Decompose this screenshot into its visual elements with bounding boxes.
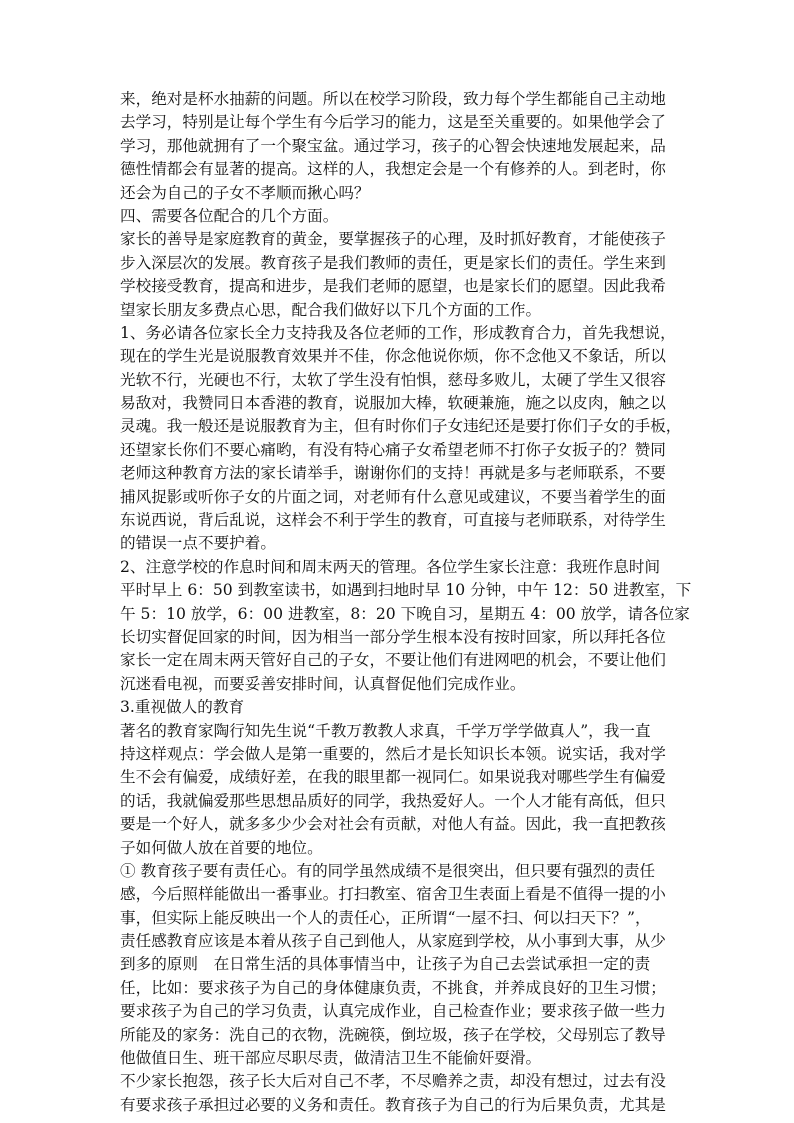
text-line: 德性情都会有显著的提高。这样的人，我想定会是一个有修养的人。到老时，你 bbox=[120, 160, 666, 179]
text-line: 要是一个好人，就多多少少会对社会有贡献，对他人有益。因此，我一直把教孩 bbox=[120, 815, 666, 834]
text-line: 不少家长抱怨，孩子长大后对自己不孝，不尽赡养之责，却没有想过，过去有没 bbox=[120, 1072, 666, 1091]
text-line: 所能及的家务：洗自己的衣物，洗碗筷，倒垃圾，孩子在学校，父母别忘了教导 bbox=[120, 1025, 666, 1044]
heading-line: 3.重视做人的教育 bbox=[120, 698, 245, 717]
heading-line: 四、需要各位配合的几个方面。 bbox=[120, 206, 339, 225]
text-line: 的话，我就偏爱那些思想品质好的同学，我热爱好人。一个人才能有高低，但只 bbox=[120, 791, 666, 810]
text-line: 还会为自己的子女不孝顺而揪心吗？ bbox=[120, 183, 370, 202]
paragraph-closing bbox=[120, 1070, 680, 1117]
text-line: 责任感教育应该是本着从孩子自己到他人，从家庭到学校，从小事到大事，从少 bbox=[120, 932, 666, 951]
text-line: 感，今后照样能做出一番事业。打扫教室、宿舍卫生表面上看是不值得一提的小 bbox=[120, 885, 666, 904]
text-line: 1、务必请各位家长全力支持我及各位老师的工作，形成教育合力，首先我想说， bbox=[120, 323, 676, 342]
text-line: 学习，那他就拥有了一个聚宝盆。通过学习，孩子的心智会快速地发展起来，品 bbox=[120, 136, 666, 155]
text-line: 易敌对，我赞同日本香港的教育，说服加大棒，软硬兼施，施之以皮肉，触之以 bbox=[120, 394, 666, 413]
text-line: 还望家长你们不要心痛哟，有没有特心痛子女希望老师不打你子女扳子的？赞同 bbox=[120, 440, 666, 459]
text-line: 他做值日生、班干部应尽职尽责，做清洁卫生不能偷奸耍滑。 bbox=[120, 1049, 542, 1068]
text-line: 家长一定在周末两天管好自己的子女，不要让他们有进网吧的机会，不要让他们 bbox=[120, 651, 666, 670]
text-line: 2、注意学校的作息时间和周末两天的管理。各位学生家长注意：我班作息时间 bbox=[120, 557, 661, 576]
paragraph-parent-guidance bbox=[120, 228, 680, 322]
paragraph-intro-continuation bbox=[120, 88, 680, 205]
text-line: 有要求孩子承担过必要的义务和责任。教育孩子为自己的行为后果负责，尤其是 bbox=[120, 1095, 666, 1114]
text-line: 到多的原则 在日常生活的具体事情当中，让孩子为自己去尝试承担一定的责 bbox=[120, 955, 651, 974]
paragraph-character-education bbox=[120, 720, 680, 860]
text-line: 长切实督促回家的时间，因为相当一部分学生根本没有按时回家，所以拜托各位 bbox=[120, 627, 666, 646]
section-heading bbox=[120, 205, 680, 228]
text-line: 午 5：10 放学，6：00 进教室，8：20 下晚自习，星期五 4：00 放学，请各位家 bbox=[120, 604, 690, 623]
text-line: 捕风捉影或听你子女的片面之词，对老师有什么意见或建议，不要当着学生的面 bbox=[120, 487, 666, 506]
text-line: 步入深层次的发展。教育孩子是我们教师的责任，更是家长们的责任。学生来到 bbox=[120, 253, 666, 272]
text-line: 持这样观点：学会做人是第一重要的，然后才是长知识长本领。说实话，我对学 bbox=[120, 744, 666, 763]
paragraph-item-2 bbox=[120, 556, 692, 696]
text-line: 沉迷看电视，而要妥善安排时间，认真督促他们完成作业。 bbox=[120, 674, 526, 693]
text-line: 去学习，特别是让每个学生有今后学习的能力，这是至关重要的。如果他学会了 bbox=[120, 113, 666, 132]
text-line: 要求孩子为自己的学习负责，认真完成作业，自己检查作业；要求孩子做一些力 bbox=[120, 1002, 666, 1021]
text-line: 现在的学生光是说服教育效果并不佳，你念他说你烦，你不念他又不象话，所以 bbox=[120, 347, 666, 366]
text-line: 家长的善导是家庭教育的黄金，要掌握孩子的心理，及时抓好教育，才能使孩子 bbox=[120, 230, 666, 249]
text-line: 生不会有偏爱，成绩好差，在我的眼里都一视同仁。如果说我对哪些学生有偏爱 bbox=[120, 768, 666, 787]
text-line: 光软不行，光硬也不行，太软了学生没有怕惧，慈母多败儿，太硬了学生又很容 bbox=[120, 370, 666, 389]
text-line: 任，比如：要求孩子为自己的身体健康负责，不挑食，并养成良好的卫生习惯； bbox=[120, 978, 666, 997]
text-line: 子如何做人放在首要的地位。 bbox=[120, 838, 323, 857]
paragraph-item-1 bbox=[120, 322, 680, 556]
text-line: 灵魂。我一般还是说服教育为主，但有时你们子女违纪还是要打你们子女的手板， bbox=[120, 417, 682, 436]
text-line: 著名的教育家陶行知先生说“千教万教教人求真，千学万学学做真人”，我一直 bbox=[120, 721, 651, 740]
document-page bbox=[120, 88, 692, 1117]
text-line: 平时早上 6：50 到教室读书，如遇到扫地时早 10 分钟，中午 12：50 进教室，下 bbox=[120, 581, 692, 600]
text-line: ① 教育孩子要有责任心。有的同学虽然成绩不是很突出，但只要有强烈的责任 bbox=[120, 861, 656, 880]
text-line: 老师这种教育方法的家长请举手，谢谢你们的支持！再就是多与老师联系，不要 bbox=[120, 464, 666, 483]
text-line: 的错误一点不要护着。 bbox=[120, 534, 276, 553]
text-line: 来，绝对是杯水抽薪的问题。所以在校学习阶段，致力每个学生都能自己主动地 bbox=[120, 90, 666, 108]
text-line: 事，但实际上能反映出一个人的责任心，正所谓“一屋不扫、何以扫天下？”， bbox=[120, 908, 651, 927]
text-line: 东说西说，背后乱说，这样会不利于学生的教育，可直接与老师联系，对待学生 bbox=[120, 511, 666, 530]
paragraph-responsibility bbox=[120, 860, 680, 1071]
text-line: 学校接受教育，提高和进步，是我们老师的愿望，也是家长们的愿望。因此我希 bbox=[120, 277, 666, 296]
text-line: 望家长朋友多费点心思，配合我们做好以下几个方面的工作。 bbox=[120, 300, 542, 319]
subsection-heading bbox=[120, 696, 680, 719]
